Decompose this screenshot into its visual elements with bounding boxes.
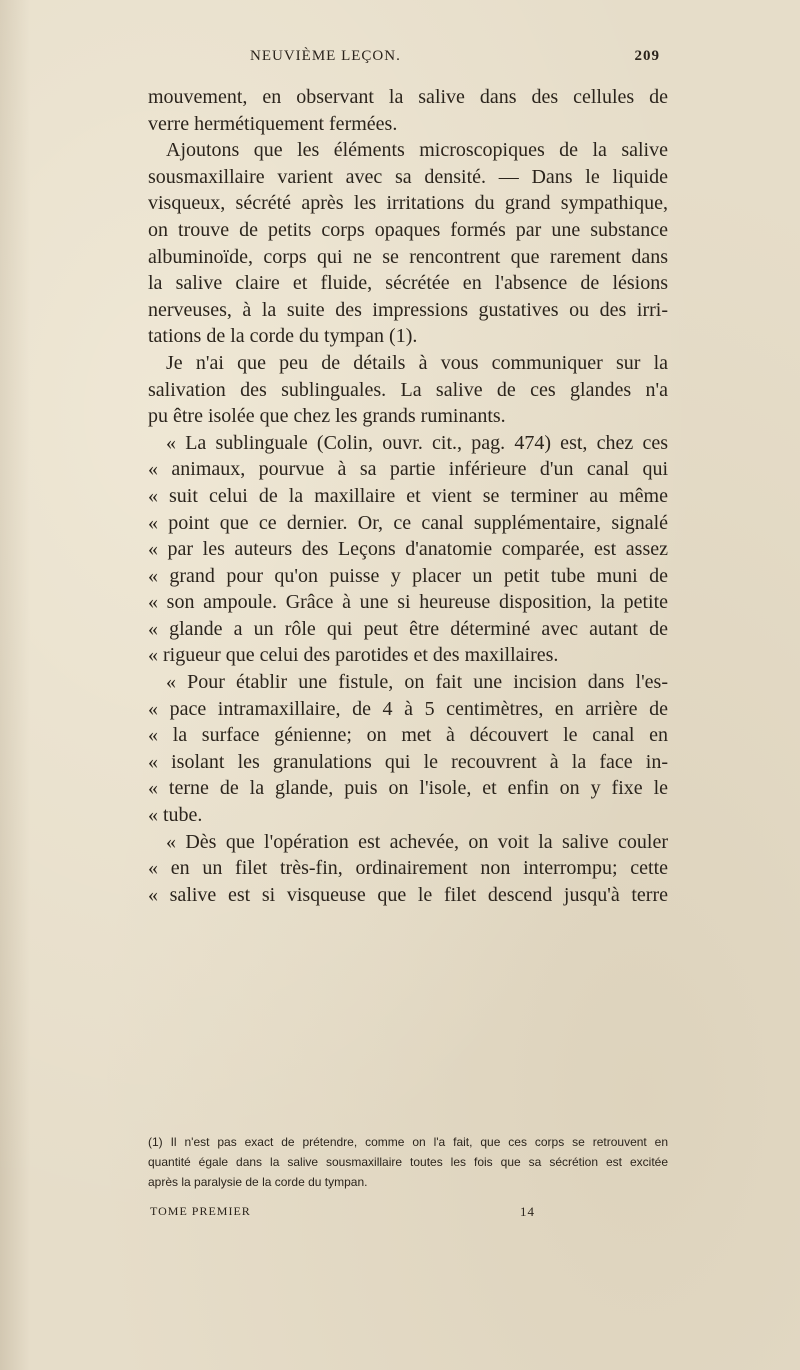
footnote	[148, 1132, 668, 1192]
quote-line: « Dès que l'opération est achevée, on voit la salive couler	[166, 830, 668, 853]
text-line: Je n'ai que peu de détails à vous communiquer sur la	[166, 351, 668, 374]
text-line: la salive claire et fluide, sécrétée en l'absence de lésions	[148, 272, 668, 295]
text-line: tations de la corde du tympan (1).	[148, 325, 418, 348]
footnote-line: (1) Il n'est pas exact de prétendre, comme on l'a fait, que ces corps se retrouvent en	[148, 1135, 668, 1149]
quote-line: « terne de la glande, puis on l'isole, et enfin on y fixe le	[148, 777, 668, 800]
quote-line: « animaux, pourvue à sa partie inférieure d'un canal qui	[148, 458, 668, 481]
quote-line: « rigueur que celui des parotides et des maxillaires.	[148, 644, 559, 667]
page-number: 209	[634, 48, 660, 64]
quote-line: « tube.	[148, 804, 203, 827]
quote-line: « Pour établir une fistule, on fait une incision dans l'es-	[166, 671, 668, 694]
quote-line: « isolant les granulations qui le recouvrent à la face in-	[148, 750, 668, 773]
text-line: pu être isolée que chez les grands ruminants.	[148, 405, 506, 428]
text-line: on trouve de petits corps opaques formés par une substance	[148, 218, 668, 241]
quote-line: « grand pour qu'on puisse y placer un petit tube muni de	[148, 564, 668, 587]
text-line: nerveuses, à la suite des impressions gustatives ou des irri-	[148, 298, 668, 321]
quote-line: « La sublinguale (Colin, ouvr. cit., pag. 474) est, chez ces	[166, 431, 668, 454]
quote-line: « point que ce dernier. Or, ce canal supplémentaire, signalé	[148, 511, 668, 534]
text-line: verre hermétiquement fermées.	[148, 112, 398, 135]
quote-line: « la surface génienne; on met à découvert le canal en	[148, 724, 668, 747]
quote-line: « en un filet très-fin, ordinairement non interrompu; cette	[148, 857, 668, 880]
text-line: mouvement, en observant la salive dans des cellules de	[148, 86, 668, 108]
quote-line: « salive est si visqueuse que le filet descend jusqu'à terre	[148, 883, 668, 906]
text-line: sousmaxillaire varient avec sa densité. — Dans le liquide	[148, 165, 668, 188]
signature-mark: 14	[520, 1204, 535, 1219]
footnote-line: quantité égale dans la salive sousmaxillaire toutes les fois que sa sécrétion est excitée	[148, 1155, 668, 1169]
text-line: Ajoutons que les éléments microscopiques de la salive	[166, 139, 668, 162]
footnote-line: après la paralysie de la corde du tympan.	[148, 1175, 368, 1189]
quote-line: « par les auteurs des Leçons d'anatomie comparée, est assez	[148, 538, 668, 561]
quote-line: « glande a un rôle qui peut être déterminé avec autant de	[148, 617, 668, 640]
quote-line: « pace intramaxillaire, de 4 à 5 centimètres, en arrière de	[148, 697, 668, 720]
text-line: salivation des sublinguales. La salive de ces glandes n'a	[148, 378, 668, 401]
chapter-title: NEUVIÈME LEÇON.	[250, 48, 401, 64]
quote-line: « suit celui de la maxillaire et vient se terminer au même	[148, 484, 668, 507]
body-text	[148, 84, 668, 908]
text-line: visqueux, sécrété après les irritations du grand sympathique,	[148, 192, 668, 215]
text-line: albuminoïde, corps qui ne se rencontrent que rarement dans	[148, 245, 668, 268]
quote-line: « son ampoule. Grâce à une si heureuse disposition, la petite	[148, 591, 668, 614]
volume-label: TOME PREMIER	[150, 1204, 251, 1218]
